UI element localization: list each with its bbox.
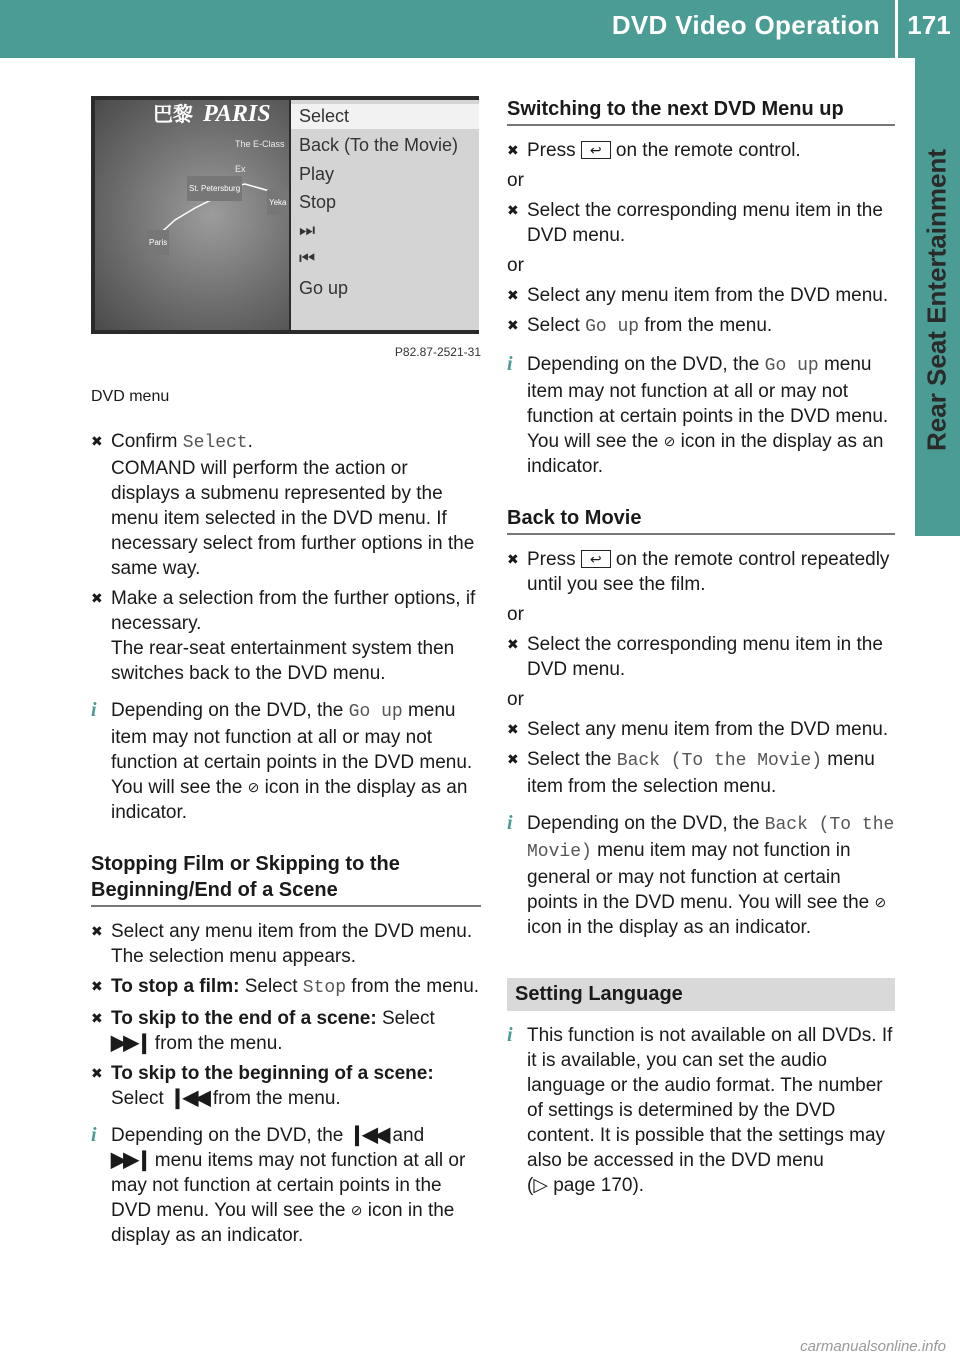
- prohibited-icon: ⊘: [350, 1202, 363, 1218]
- step-item: ✖ Select the corresponding menu item in the DVD menu.: [507, 634, 883, 680]
- skip-back-icon: ❙◀◀: [169, 1087, 208, 1109]
- section-heading: Switching to the next DVD Menu up: [507, 96, 895, 126]
- step-item: ✖ Select Go up from the menu.: [507, 315, 773, 337]
- city-label: Yeka: [267, 190, 289, 215]
- page-reference[interactable]: (▷ page 170).: [527, 1175, 645, 1196]
- step-item: ✖ To skip to the beginning of a scene: Select ❙◀◀ from the menu.: [91, 1063, 434, 1109]
- left-column: [91, 96, 481, 1258]
- step-item: ✖ Select the Back (To the Movie) menu item from the selection menu.: [507, 749, 875, 797]
- watermark: carmanualsonline.info: [800, 1338, 946, 1355]
- or-text: or: [507, 604, 524, 625]
- menu-item-back-to-movie[interactable]: Back (To the Movie): [299, 135, 459, 155]
- prohibited-icon: ⊘: [663, 433, 676, 449]
- info-note: i Depending on the DVD, the Back (To the Movie) menu item may not function in general or may not function at certain points in the DVD menu. You will see the ⊘ icon in the display as an indicator.: [507, 812, 895, 938]
- step-arrow-icon: ✖: [507, 551, 519, 567]
- info-icon: i: [507, 353, 513, 375]
- step-arrow-icon: ✖: [91, 433, 103, 449]
- or-text: or: [507, 255, 524, 276]
- info-note: i This function is not available on all DVDs. If it is available, you can set the audio language or the audio format. The number of settings is determined by the DVD content. It is possible that the settings may also be accessed in the DVD menu (▷ page 170).: [507, 1024, 893, 1196]
- step-item: ✖ Select any menu item from the DVD menu.: [507, 719, 889, 740]
- step-item: ✖ Confirm Select. COMAND will perform the action or displays a submenu represented by the menu item selected in the DVD menu. If necessary select from further options in the same way.: [91, 431, 475, 579]
- map-subtitle: The E-Class Ex: [235, 139, 285, 174]
- menu-item-skip-back[interactable]: ⏮: [299, 248, 316, 268]
- section-heading: Back to Movie: [507, 505, 895, 535]
- page-number: 171: [907, 10, 951, 40]
- step-arrow-icon: ✖: [91, 590, 103, 606]
- info-note: i Depending on the DVD, the Go up menu item may not function at all or may not function at certain points in the DVD menu. You will see the ⊘ icon in the display as an indicator.: [91, 699, 473, 823]
- step-arrow-icon: ✖: [507, 317, 519, 333]
- header-title: DVD Video Operation: [611, 10, 880, 40]
- back-button-icon: ↩: [581, 550, 611, 568]
- step-arrow-icon: ✖: [507, 142, 519, 158]
- info-icon: i: [91, 1124, 97, 1146]
- step-item: ✖ To skip to the end of a scene: Select ▶▶❙ from the menu.: [91, 1008, 435, 1054]
- step-arrow-icon: ✖: [507, 202, 519, 218]
- info-icon: i: [91, 699, 97, 721]
- back-button-icon: ↩: [581, 141, 611, 159]
- skip-forward-icon: ▶▶❙: [111, 1032, 150, 1054]
- section-heading: Stopping Film or Skipping to the Beginning/End of a Scene: [91, 851, 481, 907]
- step-arrow-icon: ✖: [507, 636, 519, 652]
- step-item: ✖ Make a selection from the further options, if necessary. The rear-seat entertainment system then switches back to the DVD menu.: [91, 588, 476, 684]
- step-item: ✖ To stop a film: Select Stop from the menu.: [91, 976, 480, 998]
- step-arrow-icon: ✖: [91, 1010, 103, 1026]
- step-item: ✖ Press ↩ on the remote control repeatedly until you see the film.: [507, 549, 890, 595]
- map-title: PARIS: [203, 101, 271, 127]
- info-note: i Depending on the DVD, the ❙◀◀ and ▶▶❙ menu items may not function at all or may not function at certain points in the DVD menu. You will see the ⊘ icon in the display as an indicator.: [91, 1124, 466, 1246]
- dvd-menu-list: [291, 100, 479, 330]
- dvd-menu-screenshot: [91, 96, 479, 334]
- skip-forward-icon: ▶▶❙: [111, 1149, 150, 1171]
- info-note: i Depending on the DVD, the Go up menu item may not function at all or may not function at certain points in the DVD menu. You will see the ⊘ icon in the display as an indicator.: [507, 353, 889, 477]
- skip-back-icon: ❙◀◀: [348, 1124, 388, 1146]
- or-text: or: [507, 170, 524, 191]
- info-icon: i: [507, 812, 513, 834]
- map-title-chinese: 巴黎: [153, 104, 193, 126]
- menu-item-select[interactable]: Select: [291, 104, 479, 129]
- step-item: ✖ Select any menu item from the DVD menu.: [507, 285, 889, 306]
- figure-caption: DVD menu: [91, 388, 170, 405]
- menu-item-stop[interactable]: Stop: [299, 192, 337, 212]
- menu-item-go-up[interactable]: Go up: [299, 278, 349, 298]
- right-column: [507, 96, 895, 1208]
- step-arrow-icon: ✖: [91, 978, 103, 994]
- map-image: [95, 100, 289, 330]
- step-item: ✖ Select any menu item from the DVD menu. The selection menu appears.: [91, 921, 473, 967]
- or-text: or: [507, 689, 524, 710]
- city-label: Paris: [147, 230, 169, 255]
- step-arrow-icon: ✖: [91, 923, 103, 939]
- section-heading: Setting Language: [507, 978, 895, 1011]
- prohibited-icon: ⊘: [247, 779, 260, 795]
- step-item: ✖ Select the corresponding menu item in the DVD menu.: [507, 200, 883, 246]
- city-label: St. Petersburg: [187, 176, 242, 201]
- menu-item-skip-forward[interactable]: ⏭: [299, 220, 316, 240]
- menu-item-play[interactable]: Play: [299, 164, 335, 184]
- step-item: ✖ Press ↩ on the remote control.: [507, 140, 801, 161]
- step-arrow-icon: ✖: [91, 1065, 103, 1081]
- section-label: Rear Seat Entertainment: [921, 149, 952, 451]
- image-code: P82.87-2521-31: [394, 345, 481, 359]
- step-arrow-icon: ✖: [507, 287, 519, 303]
- info-icon: i: [507, 1024, 513, 1046]
- prohibited-icon: ⊘: [874, 894, 887, 910]
- step-arrow-icon: ✖: [507, 721, 519, 737]
- step-arrow-icon: ✖: [507, 751, 519, 767]
